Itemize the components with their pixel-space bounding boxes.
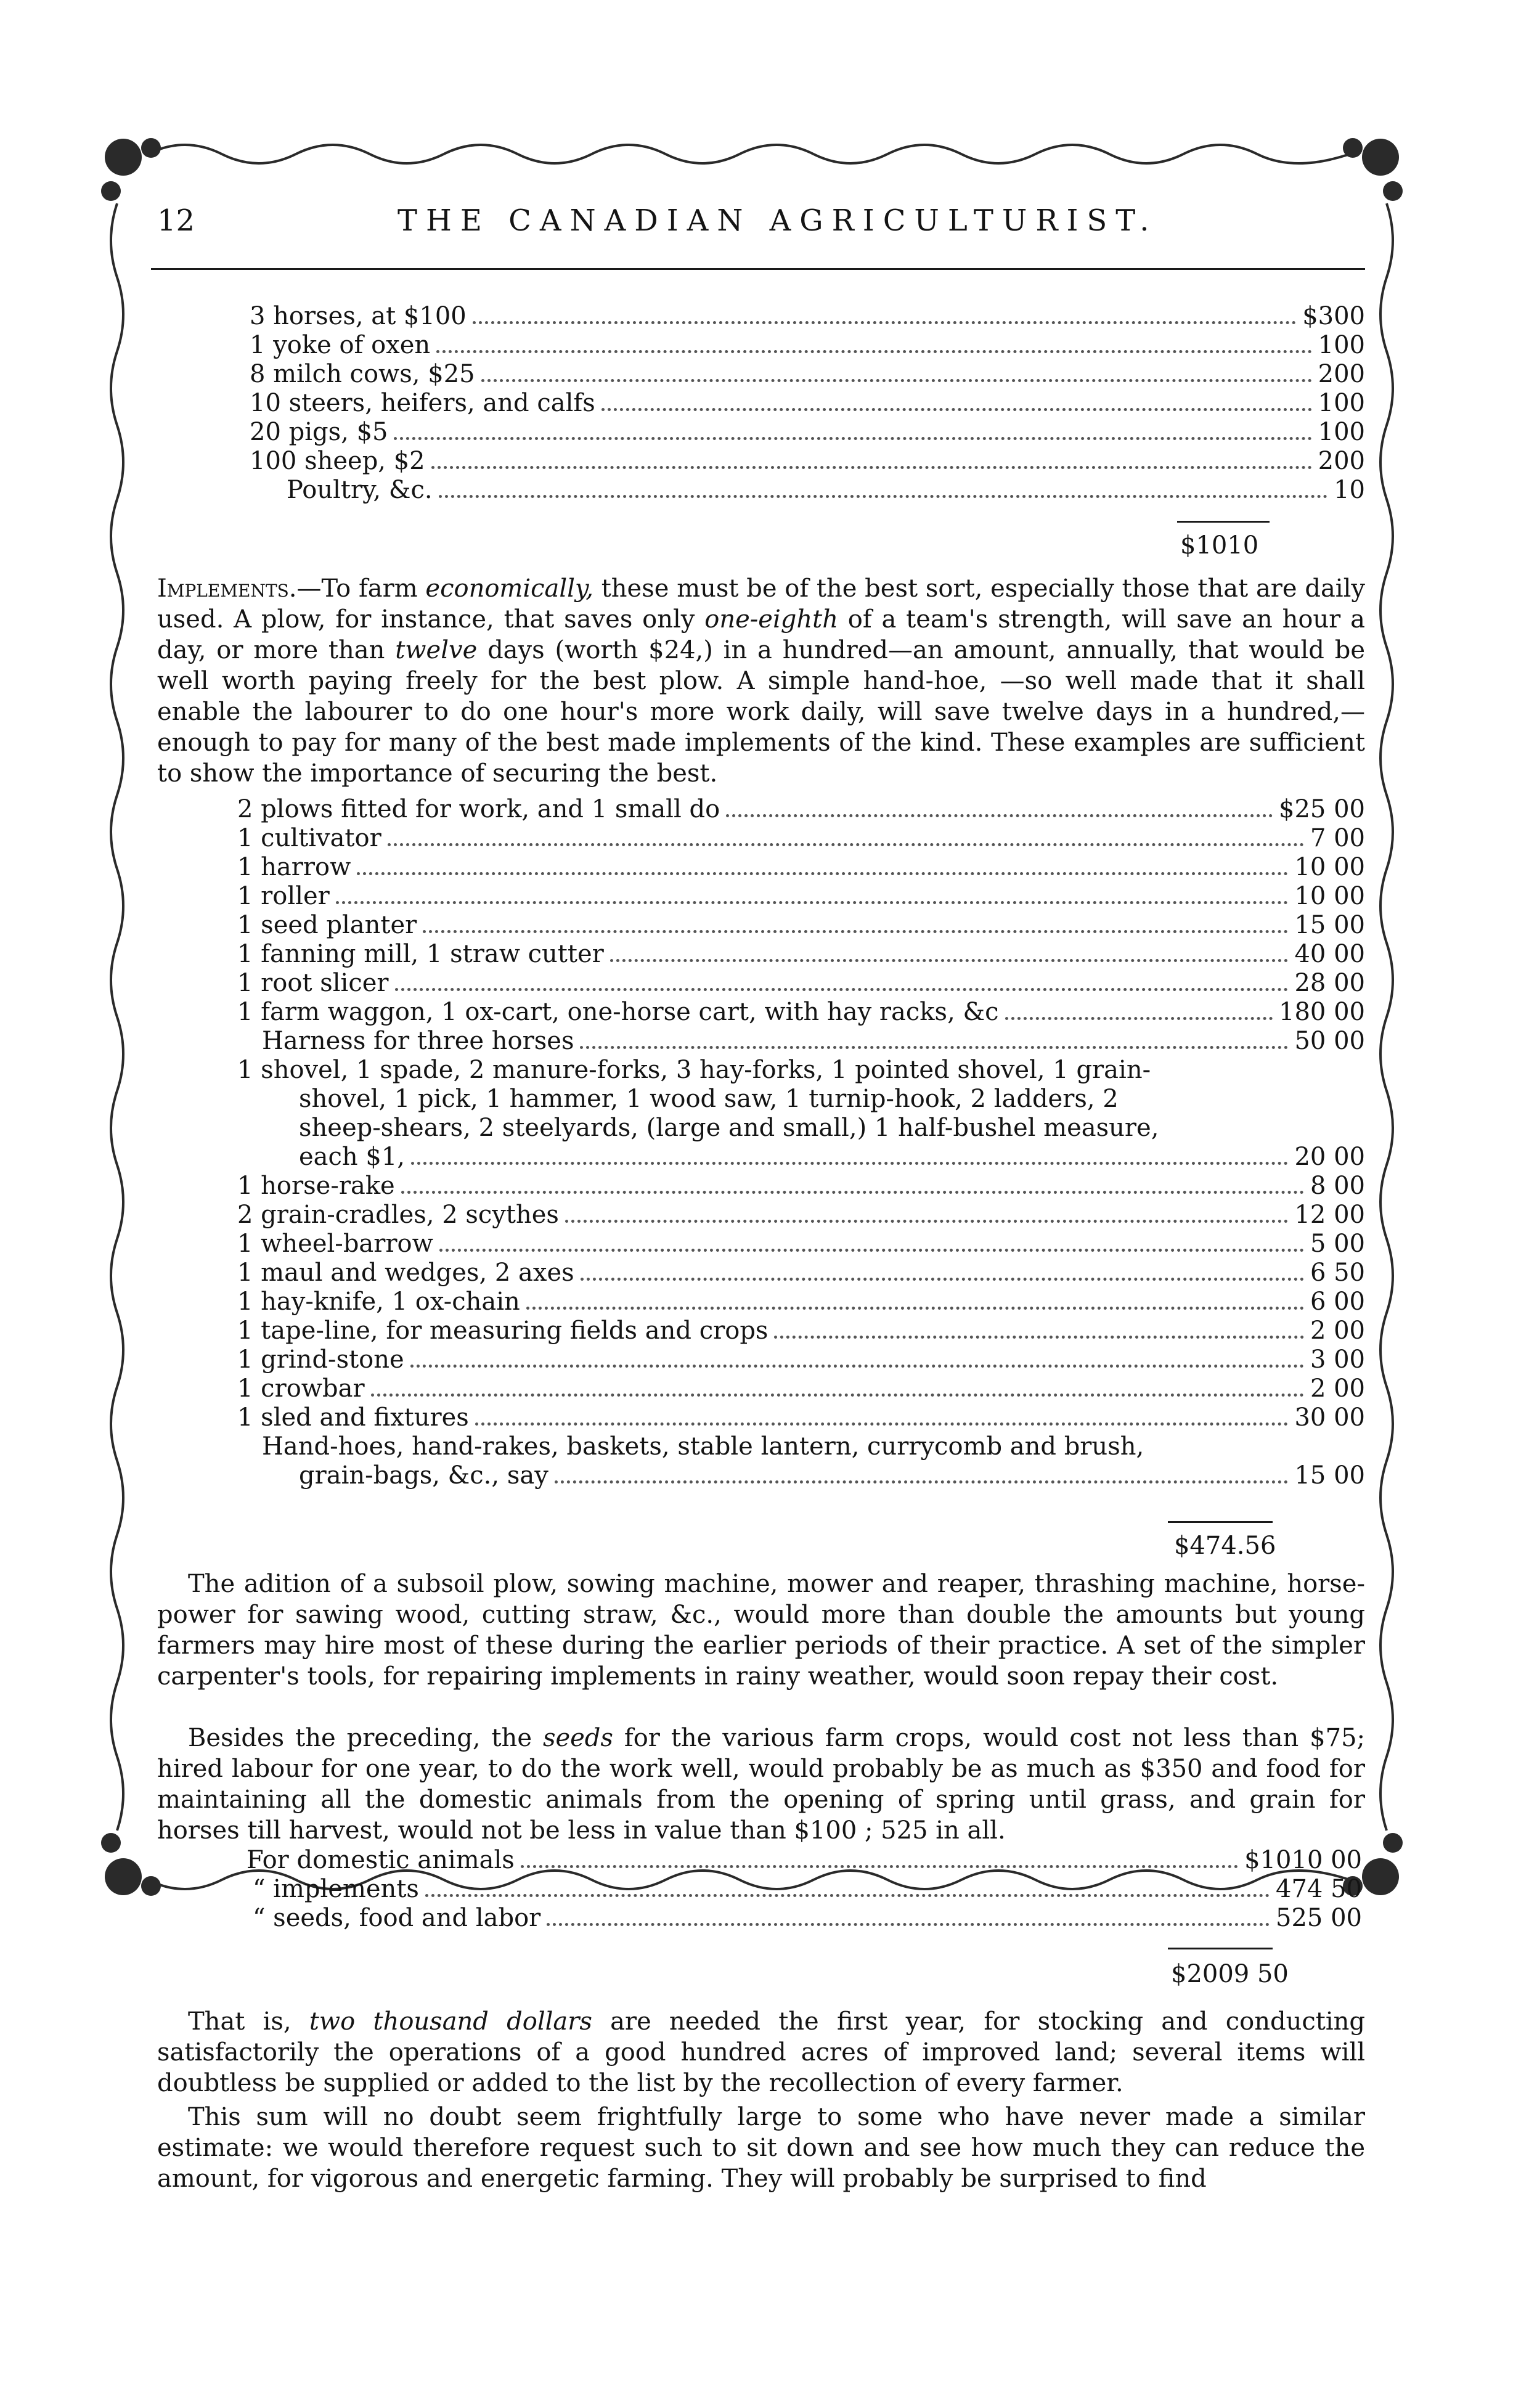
list-item: Hand-hoes, hand-rakes, baskets, stable lantern, currycomb and brush, [262, 1432, 1144, 1461]
sum-rule [1168, 1521, 1273, 1523]
list-item: 100 sheep, $2 200 [250, 447, 1365, 475]
list-item: “ implements 474 50 [253, 1875, 1362, 1903]
sum-rule [1168, 1948, 1273, 1949]
list-item: 1 yoke of oxen 100 [250, 331, 1365, 359]
list-item: “ seeds, food and labor 525 00 [253, 1904, 1362, 1932]
list-item: 1 horse-rake 8 00 [237, 1172, 1365, 1200]
list-item: 1 grind-stone 3 00 [237, 1345, 1365, 1374]
summary-list [157, 1846, 1362, 1933]
list-item: 20 pigs, $5 100 [250, 418, 1365, 446]
page-number: 12 [157, 203, 195, 238]
implements-total: $474.56 [1174, 1532, 1276, 1560]
livestock-total: $1010 [1180, 531, 1259, 560]
list-item: 1 farm waggon, 1 ox-cart, one-horse cart, with hay racks, &c 180 00 [237, 998, 1365, 1026]
implements-list [157, 795, 1365, 1490]
list-item: 1 crowbar 2 00 [237, 1374, 1365, 1403]
list-item: 1 seed planter 15 00 [237, 911, 1365, 939]
list-item: 2 grain-cradles, 2 scythes 12 00 [237, 1201, 1365, 1229]
list-item: For domestic animals $1010 00 [247, 1846, 1362, 1874]
livestock-list [157, 302, 1365, 505]
list-item: 1 sled and fixtures 30 00 [237, 1403, 1365, 1432]
summary-total: $2009 50 [1171, 1960, 1289, 1988]
page-header [157, 197, 1359, 253]
implements-paragraph: Implements.—To farm economically, these must be of the best sort, especially those that are daily used. A plow, for instance, that saves only one-eighth of a team's strength, will save an hour a day, or more than twelve days (worth $24,) in a hundred—an amount, annually, that would be well worth paying freely for the best plow. A simple hand-hoe, —so well made that it shall enable the labourer to do one hour's more work daily, will save twelve days in a hundred,—enough to pay for many of the best made implements of the kind. These examples are sufficient to show the importance of securing the best. [157, 574, 1365, 788]
list-item: 1 fanning mill, 1 straw cutter 40 00 [237, 940, 1365, 968]
list-item: 2 plows fitted for work, and 1 small do $25 00 [237, 795, 1365, 823]
list-item: 1 roller 10 00 [237, 882, 1365, 910]
list-item: Harness for three horses 50 00 [262, 1027, 1365, 1055]
list-item: each $1, 20 00 [299, 1143, 1365, 1171]
list-item: 1 root slicer 28 00 [237, 969, 1365, 997]
list-item: shovel, 1 pick, 1 hammer, 1 wood saw, 1 turnip-hook, 2 ladders, 2 [299, 1085, 1119, 1113]
that-paragraph: That is, two thousand dollars are needed the first year, for stocking and conducting satisfactorily the operations of a good hundred acres of improved land; several items will doubtless be supplied or added to the list by the recollection of every farmer. [157, 2007, 1366, 2097]
list-item: 1 cultivator 7 00 [237, 824, 1365, 852]
header-rule [151, 268, 1365, 270]
list-item: 1 harrow 10 00 [237, 853, 1365, 881]
list-item: 1 tape-line, for measuring fields and crops 2 00 [237, 1316, 1365, 1345]
besides-paragraph: Besides the preceding, the seeds for the various farm crops, would cost not less than $75; hired labour for one year, to do the work well, would probably be as much as $350 and food for maintaining all the domestic animals from the opening of spring until grass, and grain for horses till harvest, would not be less in value than $100 ; 525 in all. [157, 1724, 1365, 1845]
list-item: 10 steers, heifers, and calfs 100 [250, 389, 1365, 417]
list-item: 1 hay-knife, 1 ox-chain 6 00 [237, 1288, 1365, 1316]
sum-paragraph: This sum will no doubt seem frightfully large to some who have never made a similar estimate: we would therefore request such to sit down and see how much they can reduce the amount, for vigorous and energetic farming. They will probably be surprised to find [157, 2103, 1365, 2193]
list-item: 8 milch cows, $25 200 [250, 360, 1365, 388]
list-item: sheep-shears, 2 steelyards, (large and small,) 1 half-bushel measure, [299, 1114, 1159, 1142]
sum-rule [1177, 521, 1270, 523]
list-item: Poultry, &c. 10 [287, 476, 1365, 504]
list-item: 1 wheel-barrow 5 00 [237, 1230, 1365, 1258]
list-item: 1 maul and wedges, 2 axes 6 50 [237, 1259, 1365, 1287]
list-item: grain-bags, &c., say 15 00 [299, 1461, 1365, 1490]
running-title: THE CANADIAN AGRICULTURIST. [398, 203, 1158, 238]
list-item: 1 shovel, 1 spade, 2 manure-forks, 3 hay-forks, 1 pointed shovel, 1 grain- [237, 1056, 1151, 1084]
list-item: 3 horses, at $100 $300 [250, 302, 1365, 330]
addition-paragraph: The adition of a subsoil plow, sowing machine, mower and reaper, thrashing machine, horse-power for sawing wood, cutting straw, &c., would more than double the amounts but young farmers may hire most of these during the earlier periods of their practice. A set of the simpler carpenter's tools, for repairing implements in rainy weather, would soon repay their cost. [157, 1570, 1365, 1691]
